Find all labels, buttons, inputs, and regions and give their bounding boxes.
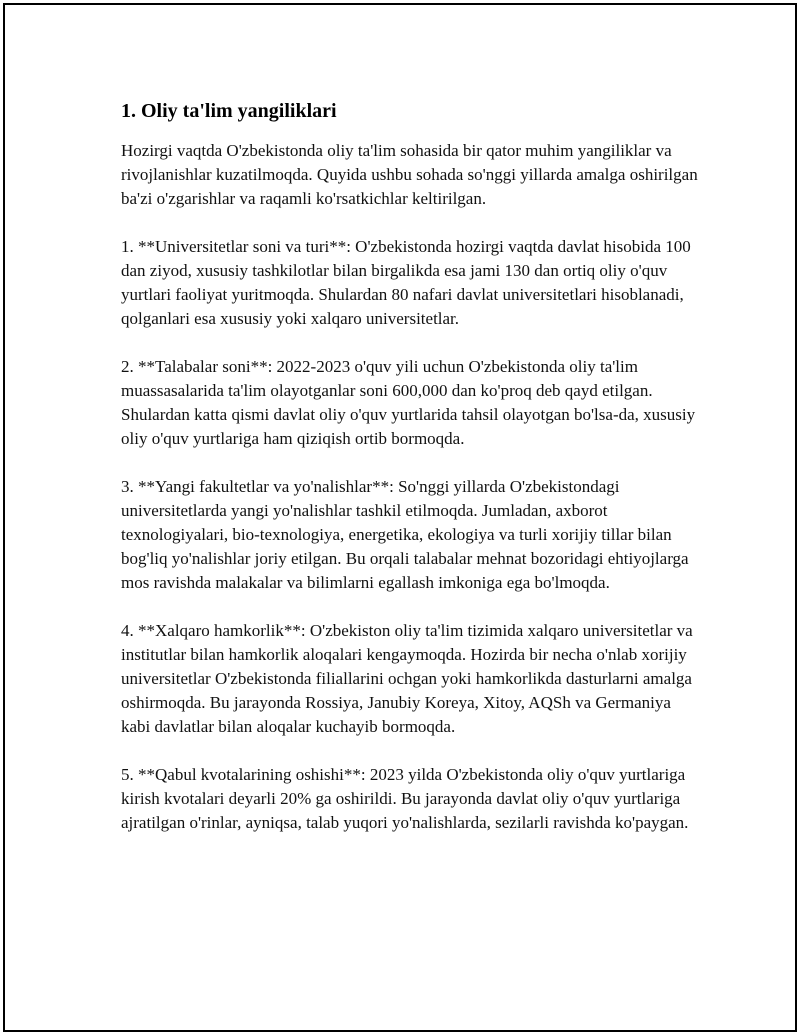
paragraph-quotas: 5. **Qabul kvotalarining oshishi**: 2023 yilda O'zbekistonda oliy o'quv yurtlariga kirish kvotalari deyarli 20% ga oshirildi. Bu jarayonda davlat oliy o'quv yurtlariga ajratilgan o'rinlar, ayniqsa, talab yuqori yo'nalishlarda, sezilarli ravishda ko'paygan. [121,765,689,832]
paragraph-international: 4. **Xalqaro hamkorlik**: O'zbekiston oliy ta'lim tizimida xalqaro universitetlar va institutlar bilan hamkorlik aloqalari kengaymoqda. Hozirda bir necha o'nlab xorijiy universitetlar O'zbekistonda filiallarini ochgan yoki hamkorlikda dasturlarni amalga oshirmoqda. Bu jarayonda Rossiya, Janubiy Koreya, Xitoy, AQSh va Germaniya kabi davlatlar bilan aloqalar kuchayib bormoqda. [121,621,693,736]
paragraph-faculties: 3. **Yangi fakultetlar va yo'nalishlar**: So'nggi yillarda O'zbekistondagi universitetlarda yangi yo'nalishlar tashkil etilmoqda. Jumladan, axborot texnologiyalari, bio-texnologiya, energetika, ekologiya va turli xorijiy tillar bilan bog'liq yo'nalishlar joriy etilgan. Bu orqali talabalar mehnat bozoridagi ehtiyojlarga mos ravishda malakalar va bilimlarni egallash imkoniga ega bo'lmoqda. [121,477,689,592]
page-frame [3,3,797,1032]
intro-paragraph: Hozirgi vaqtda O'zbekistonda oliy ta'lim sohasida bir qator muhim yangiliklar va rivojlanishlar kuzatilmoqda. Quyida ushbu sohada so'nggi yillarda amalga oshirilgan ba'zi o'zgarishlar va raqamli ko'rsatkichlar keltirilgan. [121,141,698,208]
paragraph-students: 2. **Talabalar soni**: 2022-2023 o'quv yili uchun O'zbekistonda oliy ta'lim muassasalarida ta'lim olayotganlar soni 600,000 dan ko'proq deb qayd etilgan. Shulardan katta qismi davlat oliy o'quv yurtlarida tahsil olayotgan bo'lsa-da, xususiy oliy o'quv yurtlariga ham qiziqish ortib bormoqda. [121,357,696,448]
paragraph-universities: 1. **Universitetlar soni va turi**: O'zbekistonda hozirgi vaqtda davlat hisobida 100 dan ziyod, xususiy tashkilotlar bilan birgalikda esa jami 130 dan ortiq oliy o'quv yurtlari faoliyat yuritmoqda. Shulardan 80 nafari davlat universitetlari hisoblanadi, qolganlari esa xususiy yoki xalqaro universitetlar. [121,237,691,328]
document-title: 1. Oliy ta'lim yangiliklari [121,100,337,122]
document-body [121,99,701,859]
